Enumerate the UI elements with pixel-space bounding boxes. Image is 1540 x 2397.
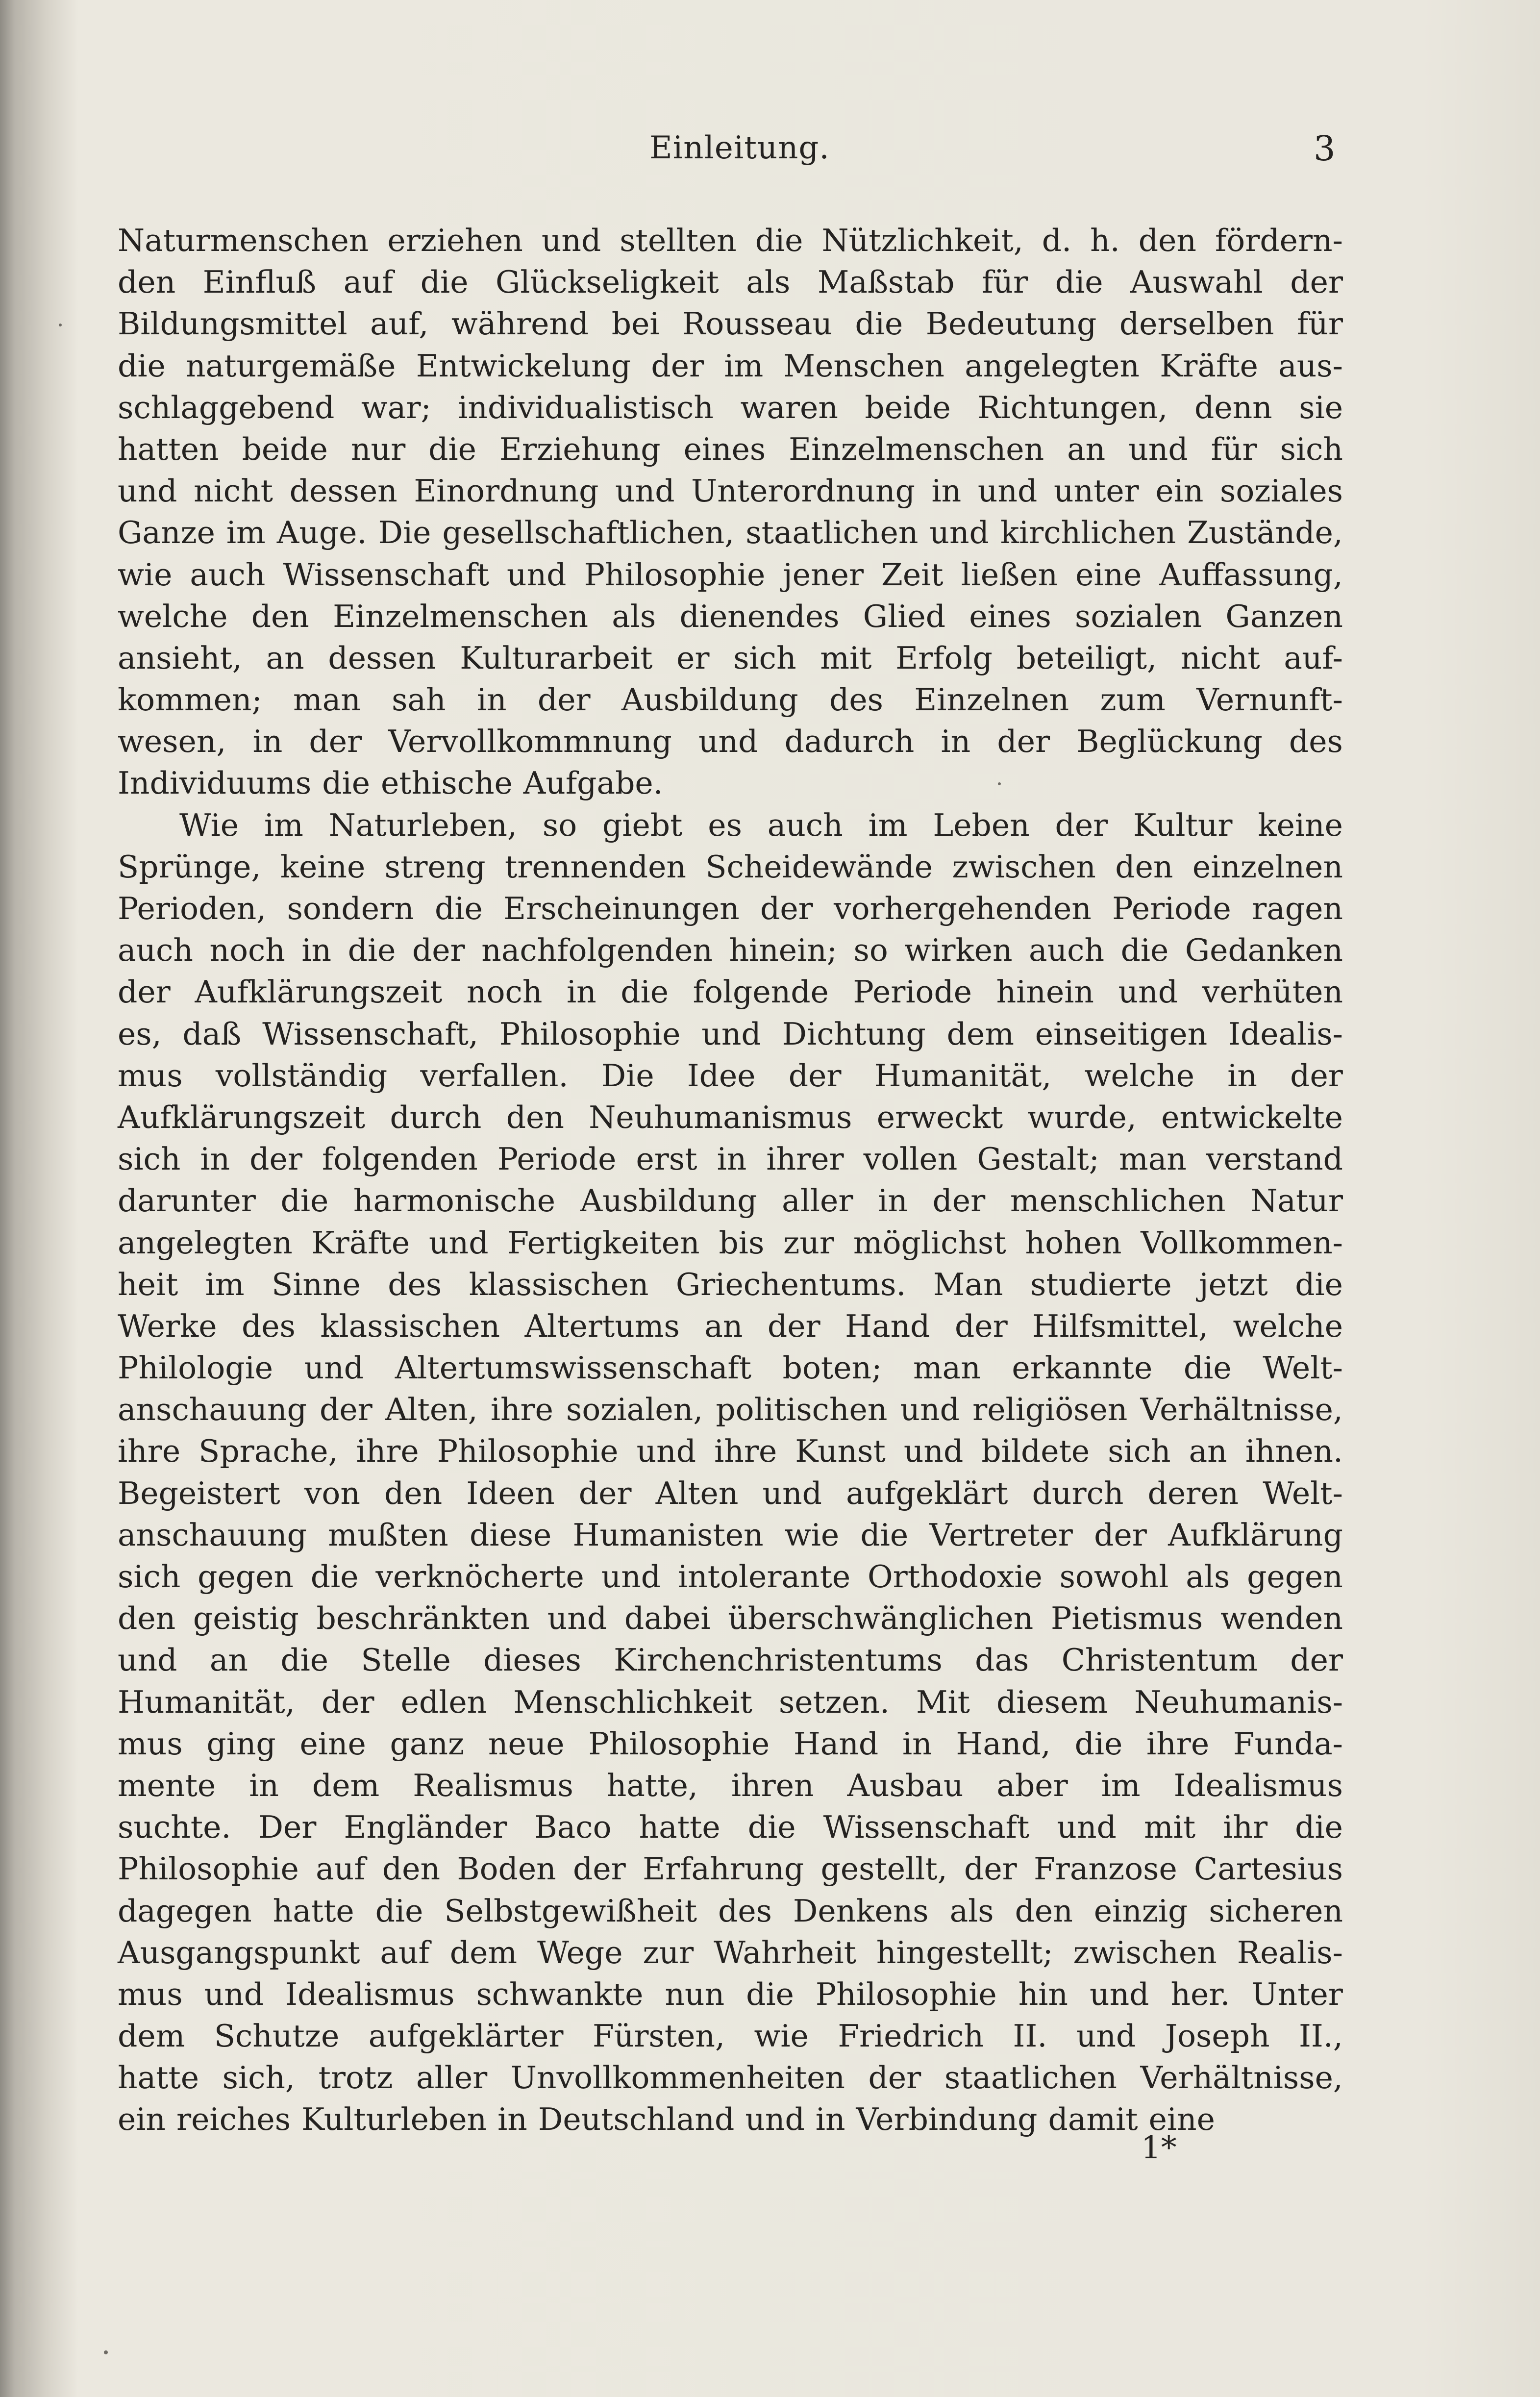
signature-mark: 1* (1141, 2130, 1177, 2166)
text-line: sich gegen die verknöcherte und intolerante Orthodoxie sowohl als gegen (118, 1559, 1343, 1595)
text-line: mus ging eine ganz neue Philosophie Hand in Hand, die ihre Funda- (118, 1725, 1343, 1762)
text-line: kommen; man sah in der Ausbildung des Einzelnen zum Vernunft- (118, 682, 1343, 718)
text-line: heit im Sinne des klassischen Griechentums. Man studierte jetzt die (118, 1266, 1343, 1302)
text-line: es, daß Wissenschaft, Philosophie und Dichtung dem einseitigen Idealis- (118, 1016, 1343, 1052)
text-line: wie auch Wissenschaft und Philosophie jener Zeit ließen eine Auffassung, (118, 556, 1343, 593)
text-line: Individuums die ethische Aufgabe. (118, 765, 663, 801)
text-line: und an die Stelle dieses Kirchenchristentums das Christentum der (118, 1642, 1343, 1678)
body-text (118, 220, 1343, 2141)
paper-speck (998, 782, 1001, 785)
book-gutter (0, 0, 78, 2397)
text-line: welche den Einzelmenschen als dienendes Glied eines sozialen Ganzen (118, 598, 1343, 634)
text-line: suchte. Der Engländer Baco hatte die Wissenschaft und mit ihr die (118, 1809, 1343, 1846)
text-line: die naturgemäße Entwickelung der im Menschen angelegten Kräfte aus- (118, 348, 1343, 384)
text-line: ein reiches Kulturleben in Deutschland und in Verbindung damit eine (118, 2101, 1215, 2138)
text-line: Humanität, der edlen Menschlichkeit setzen. Mit diesem Neuhumanis- (118, 1684, 1343, 1720)
text-line: anschauung der Alten, ihre sozialen, politischen und religiösen Verhältnisse, (118, 1392, 1343, 1428)
text-line: Perioden, sondern die Erscheinungen der vorhergehenden Periode ragen (118, 891, 1343, 926)
text-line: sich in der folgenden Periode erst in ihrer vollen Gestalt; man verstand (118, 1141, 1343, 1177)
text-line: mus und Idealismus schwankte nun die Philosophie hin und her. Unter (118, 1976, 1343, 2012)
text-line: dagegen hatte die Selbstgewißheit des Denkens als den einzig sicheren (118, 1893, 1343, 1929)
text-line: angelegten Kräfte und Fertigkeiten bis zur möglichst hohen Vollkommen- (118, 1224, 1343, 1261)
page-number: 3 (1314, 128, 1336, 169)
text-line: ansieht, an dessen Kulturarbeit er sich mit Erfolg beteiligt, nicht auf- (118, 640, 1343, 676)
text-line: den Einfluß auf die Glückseligkeit als Maßstab für die Auswahl der (118, 264, 1343, 300)
text-line: Bildungsmittel auf, während bei Rousseau die Bedeutung derselben für (118, 306, 1343, 342)
text-line: darunter die harmonische Ausbildung aller in der menschlichen Natur (118, 1183, 1343, 1219)
text-line: mente in dem Realismus hatte, ihren Ausbau aber im Idealismus (118, 1767, 1343, 1803)
text-line: Naturmenschen erziehen und stellten die Nützlichkeit, d. h. den fördern- (118, 223, 1343, 258)
text-line: wesen, in der Vervollkommnung und dadurch in der Beglückung des (118, 724, 1343, 760)
text-line: ihre Sprache, ihre Philosophie und ihre Kunst und bildete sich an ihnen. (118, 1433, 1343, 1470)
text-line: Ausgangspunkt auf dem Wege zur Wahrheit hingestellt; zwischen Realis- (118, 1934, 1343, 1971)
text-line: auch noch in die der nachfolgenden hinein; so wirken auch die Gedanken (118, 932, 1343, 969)
text-line: und nicht dessen Einordnung und Unterordnung in und unter ein soziales (118, 473, 1343, 509)
text-line: anschauung mußten diese Humanisten wie die Vertreter der Aufklärung (118, 1517, 1343, 1553)
text-line: Wie im Naturleben, so giebt es auch im Leben der Kultur keine (179, 807, 1343, 843)
text-line: hatte sich, trotz aller Unvollkommenheiten der staatlichen Verhältnisse, (118, 2060, 1343, 2096)
running-head: Einleitung. (649, 130, 830, 166)
text-line: mus vollständig verfallen. Die Idee der Humanität, welche in der (118, 1057, 1343, 1094)
text-line: Philosophie auf den Boden der Erfahrung gestellt, der Franzose Cartesius (118, 1851, 1343, 1887)
text-line: Aufklärungszeit durch den Neuhumanismus erweckt wurde, entwickelte (118, 1099, 1343, 1135)
text-line: Werke des klassischen Altertums an der Hand der Hilfsmittel, welche (118, 1308, 1343, 1344)
paper-speck (59, 324, 62, 326)
text-line: der Aufklärungszeit noch in die folgende Periode hinein und verhüten (118, 974, 1343, 1010)
paper-speck (104, 2350, 108, 2354)
text-line: Begeistert von den Ideen der Alten und aufgeklärt durch deren Welt- (118, 1475, 1343, 1511)
text-line: schlaggebend war; individualistisch waren beide Richtungen, denn sie (118, 389, 1343, 425)
text-line: dem Schutze aufgeklärter Fürsten, wie Friedrich II. und Joseph II., (118, 2018, 1343, 2054)
text-line: Philologie und Altertumswissenschaft boten; man erkannte die Welt- (118, 1350, 1343, 1386)
text-line: Ganze im Auge. Die gesellschaftlichen, staatlichen und kirchlichen Zustände, (118, 515, 1343, 551)
text-line: den geistig beschränkten und dabei überschwänglichen Pietismus wenden (118, 1600, 1343, 1637)
text-line: hatten beide nur die Erziehung eines Einzelmenschen an und für sich (118, 431, 1343, 467)
text-line: Sprünge, keine streng trennenden Scheidewände zwischen den einzelnen (118, 849, 1343, 885)
